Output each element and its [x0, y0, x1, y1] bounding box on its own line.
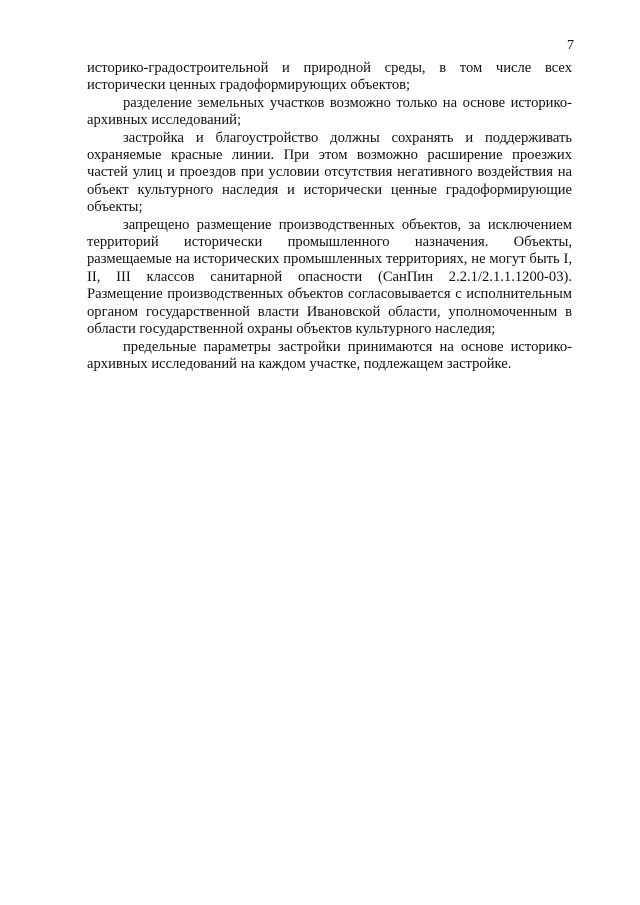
paragraph-continuation: историко-градостроительной и природной среды, в том числе всех исторически ценных градоформирующих объектов;	[87, 60, 572, 94]
page-number: 7	[567, 38, 574, 53]
document-body	[87, 60, 572, 373]
paragraph-land-division: разделение земельных участков возможно только на основе историко-архивных исследований;	[87, 94, 572, 129]
paragraph-building-parameters: предельные параметры застройки принимаются на основе историко-архивных исследований на каждом участке, подлежащем застройке.	[87, 338, 572, 372]
paragraph-industrial-objects: запрещено размещение производственных объектов, за исключением территорий исторически промышленного назначения. Объекты, размещаемые на исторических промышленных территориях, не могут быть I, II, III классов санитарной опасности (СанПин 2.2.1/2.1.1.1200-03). Размещение производственных объектов согласовывается с исполнительным органом государственной власти Ивановской области, уполномоченным в области государственной охраны объектов культурного наследия;	[87, 216, 572, 338]
paragraph-red-lines: застройка и благоустройство должны сохранять и поддерживать охраняемые красные линии. При этом возможно расширение проезжих частей улиц и проездов при условии отсутствия негативного воздействия на объект культурного наследия и исторически ценные градоформирующие объекты;	[87, 129, 572, 216]
